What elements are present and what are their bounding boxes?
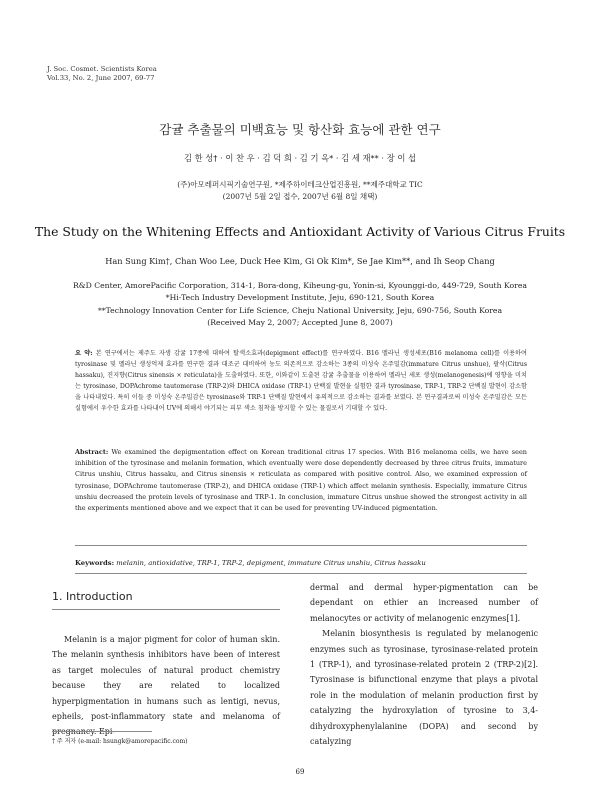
korean-authors: 김 한 성† · 이 찬 우 · 김 덕 희 · 김 기 옥* · 김 세 재** · 장 이 섭 — [183, 153, 417, 163]
right-column — [310, 580, 538, 749]
english-authors: Han Sung Kim†, Chan Woo Lee, Duck Hee Kim, Gi Ok Kim*, Se Jae Kim**, and Ih Seop Chang — [105, 256, 495, 266]
section-rule — [52, 609, 280, 610]
korean-abstract-text: 본 연구에서는 제주도 자생 감귤 17종에 대하여 탈색소효과(depigment effect)를 연구하였다. B16 멜라닌 생성세포(B16 melanoma cell)를 이용하여 tyrosinase 및 멜라닌 생성억제 효과를 연구한 결과 대조군 대비하여 농도 의존적으로 감소하는 3종의 미성숙 온주밀감(immature Citrus unshue), 팔삭(Citrus hassaku), 진지향(Citrus sinensis × reticulata)을 도출하였다. 또한, 이와같이 도출된 감귤 추출물을 이용하여 멜라닌 세포 생성(melanogenesis)에 영향을 미치는 tyrosinase, DOPAchrome tautomerase (TRP-2)와 DHICA oxidase (TRP-1) 단백질 발현을 실험한 결과 tyrosinase, TRP-1, TRP-2 단백질 발현이 감소함을 나타내었다. 특히 이들 중 미성숙 온주밀감은 tyrosinase와 TRP-1 단백질 발현에서 유의적으로 감소하는 결과를 보였다. 본 연구결과로써 미성숙 온주밀감은 모든 실험에서 우수한 효과를 나타내어 UV에 의해서 야기되는 피부 색소 침착을 방지할 수 있는 물질로서 기대할 수 있다. — [75, 350, 527, 412]
keywords-bottom-rule — [75, 573, 527, 574]
journal-name: J. Soc. Cosmet. Scientists Korea — [47, 65, 157, 73]
page-number: 69 — [295, 768, 305, 776]
footnote-rule — [52, 731, 152, 732]
korean-affiliation-line: (주)아모레퍼시픽기술연구원, *제주하이테크산업진흥원, **제주대학교 TIC — [177, 180, 423, 189]
english-affiliation — [0, 280, 600, 329]
affiliation-line-2: *Hi-Tech Industry Development Institute, Jeju, 690-121, South Korea — [165, 293, 435, 303]
intro-paragraph-2: Melanin biosynthesis is regulated by melanogenic enzymes such as tyrosinase, tyrosinase-related protein 1 (TRP-1), and tyrosinase-related protein 2 (TRP-2)[2]. Tyrosinase is bifunctional enzyme that plays a pivotal role in the modulation of melanin production first by catalyzing the hydroxylation of tyrosine to 3,4-dihydroxyphenylalanine (DOPA) and second by catalyzing — [310, 629, 538, 747]
korean-abstract-label: 요 약: — [75, 350, 93, 357]
keywords-text: melanin, antioxidative, TRP-1, TRP-2, depigment, immature Citrus unshiu, Citrus hassaku — [114, 559, 426, 567]
keywords-top-rule — [75, 545, 527, 546]
corresponding-author-footnote: † 주 저자 (e-mail: hsungk@amorepacific.com) — [52, 738, 188, 745]
keywords-label: Keywords: — [75, 559, 115, 567]
left-column — [52, 632, 280, 740]
english-title: The Study on the Whitening Effects and Antioxidant Activity of Various Citrus Fruits — [34, 224, 566, 239]
affiliation-line-3: **Technology Innovation Center for Life Science, Cheju National University, Jeju, 690-756, South Korea — [97, 305, 503, 315]
intro-paragraph-1: Melanin is a major pigment for color of human skin. The melanin synthesis inhibitors have been of interest as target molecules of natural product chemistry because they are related to localized hyperpigmentation in humans such as lentigi, nevus, epheils, post-inflammatory state and melanoma of — [52, 635, 280, 722]
korean-dates: (2007년 5월 2일 접수, 2007년 6월 8일 채택) — [222, 192, 378, 201]
section-heading-introduction: 1. Introduction — [52, 590, 133, 603]
korean-title: 감귤 추출물의 미백효능 및 항산화 효능에 관한 연구 — [159, 122, 441, 137]
journal-info — [47, 65, 157, 83]
english-abstract-label: Abstract: — [75, 448, 109, 456]
journal-volume: Vol.33, No. 2, June 2007, 69-77 — [47, 74, 155, 82]
korean-abstract — [75, 349, 527, 414]
affiliation-line-1: R&D Center, AmorePacific Corporation, 314-1, Bora-dong, Kiheung-gu, Yonin-si, Kyounggi-do, 449-729, South Korea — [73, 281, 527, 290]
english-abstract-text: We examined the depigmentation effect on Korean traditional citrus 17 species. With B16 melanoma cells, we have seen inhibition of the tyrosinase and melanin formation, which eventually were dose dependently decreased by three citrus fruits, immature Citrus unshiu, Citrus hassaku, and Citrus sinensis × reticulata as compared with positive control. Also, we examined expression of tyrosinase, DOPAchrome tautomerase (TRP-2), and DHICA oxidase (TRP-1) which affect melanin synthesis. Especially, immature Citrus unshiu decreased the protein levels of tyrosinase and TRP-1. In conclusion, immature Citrus unshue showed the strongest activity in all the experiments mentioned above and we expect that it can be used for preventing UV-induced pigmentation. — [75, 448, 527, 513]
keywords — [75, 559, 527, 567]
english-dates: (Received May 2, 2007; Accepted June 8, 2007) — [207, 317, 393, 327]
intro-paragraph-1-continued: dermal and dermal hyper-pigmentation can be dependant on ethier an increased number of melanocytes or activity of melanogenic enzymes[1]. — [310, 583, 538, 623]
korean-affiliation — [0, 179, 600, 203]
english-abstract — [75, 447, 527, 514]
